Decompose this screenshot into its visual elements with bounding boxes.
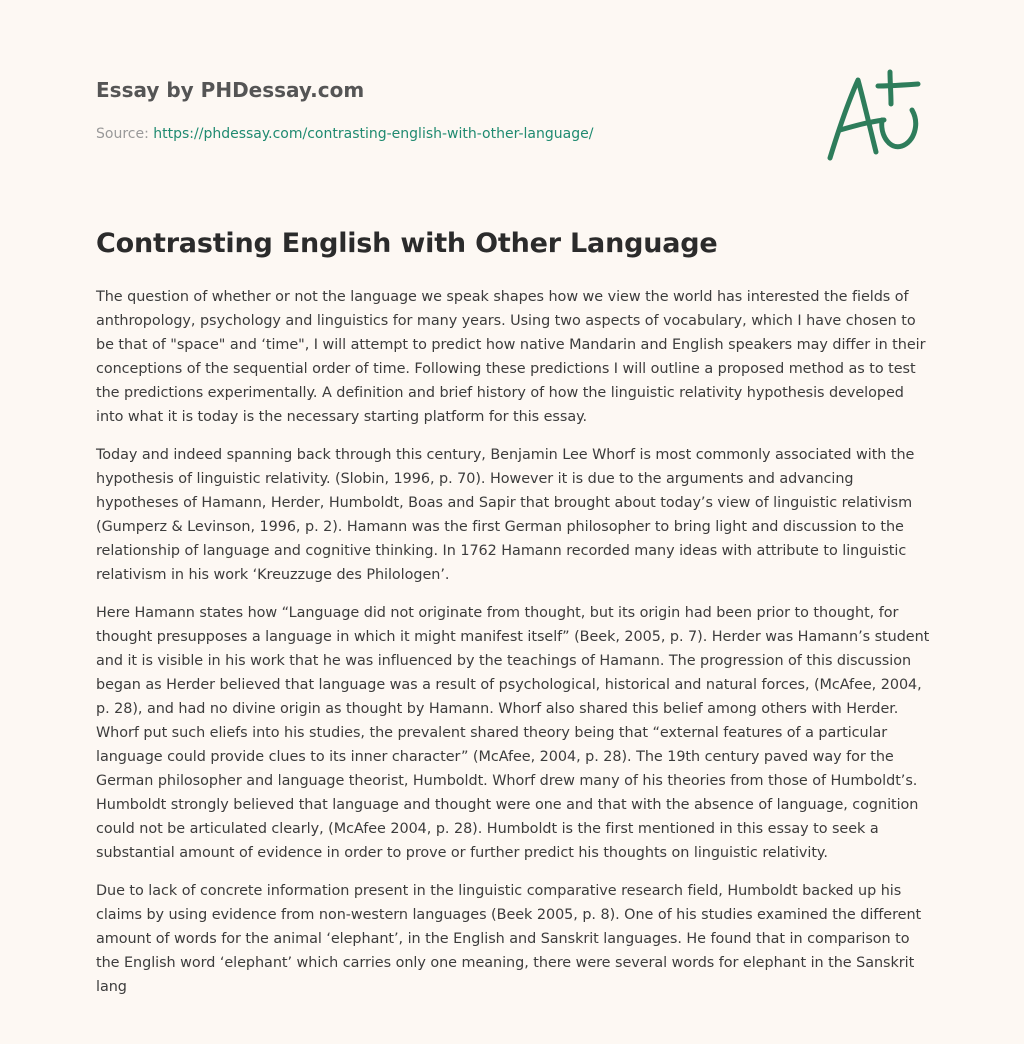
essay-paragraph: Here Hamann states how “Language did not originate from thought, but its origin had been prior to thought, for thought presupposes a language in which it might manifest itself” (Beek, 2005, p. 7). Herder was Hamann’s student and it is visible in his work that he was influenced by the teachings of Hamann. The progression of this discussion began as Herder believed that language was a result of psychological, historical and natural forces, (McAfee, 2004, p. 28), and had no divine origin as thought by Hamann. Whorf also shared this belief among others with Herder. Whorf put such eliefs into his studies, the prevalent shared theory being that “external features of a particular language could provide clues to its inner character” (McAfee, 2004, p. 28). The 19th century paved way for the German philosopher and language theorist, Humboldt. Whorf drew many of his theories from those of Humboldt’s. Humboldt strongly believed that language and thought were one and that with the absence of language, cognition could not be articulated clearly, (McAfee 2004, p. 28). Humboldt is the first mentioned in this essay to seek a substantial amount of evidence in order to prove or further predict his thoughts on linguistic relativity. xyxy=(96,605,930,861)
essay-paragraph: Today and indeed spanning back through this century, Benjamin Lee Whorf is most commonly associated with the hypothesis of linguistic relativity. (Slobin, 1996, p. 70). However it is due to the arguments and advancing hypotheses of Hamann, Herder, Humboldt, Boas and Sapir that brought about today’s view of linguistic relativism (Gumperz & Levinson, 1996, p. 2). Hamann was the first German philosopher to bring light and discussion to the relationship of language and cognitive thinking. In 1762 Hamann recorded many ideas with attribute to linguistic relativism in his work ‘Kreuzzuge des Philologen’. xyxy=(96,447,915,583)
source-link[interactable]: https://phdessay.com/contrasting-english-with-other-language/ xyxy=(153,126,594,142)
essay-title: Contrasting English with Other Language xyxy=(96,228,718,259)
source-line xyxy=(96,124,796,144)
essay-body xyxy=(96,285,930,1013)
a-plus-grade-icon xyxy=(818,66,928,166)
essay-header xyxy=(96,76,796,144)
source-label: Source: xyxy=(96,126,154,142)
essay-paragraph: The question of whether or not the language we speak shapes how we view the world has interested the fields of anthropology, psychology and linguistics for many years. Using two aspects of vocabulary, which I have chosen to be that of "space" and ‘time", I will attempt to predict how native Mandarin and English speakers may differ in their conceptions of the sequential order of time. Following these predictions I will outline a proposed method as to test the predictions experimentally. A definition and brief history of how the linguistic relativity hypothesis developed into what it is today is the necessary starting platform for this essay. xyxy=(96,289,926,425)
site-title: Essay by PHDessay.com xyxy=(96,78,365,102)
essay-paragraph: Due to lack of concrete information present in the linguistic comparative research field, Humboldt backed up his claims by using evidence from non-western languages (Beek 2005, p. 8). One of his studies examined the different amount of words for the animal ‘elephant’, in the English and Sanskrit languages. He found that in comparison to the English word ‘elephant’ which carries only one meaning, there were several words for elephant in the Sanskrit lang xyxy=(96,883,922,995)
